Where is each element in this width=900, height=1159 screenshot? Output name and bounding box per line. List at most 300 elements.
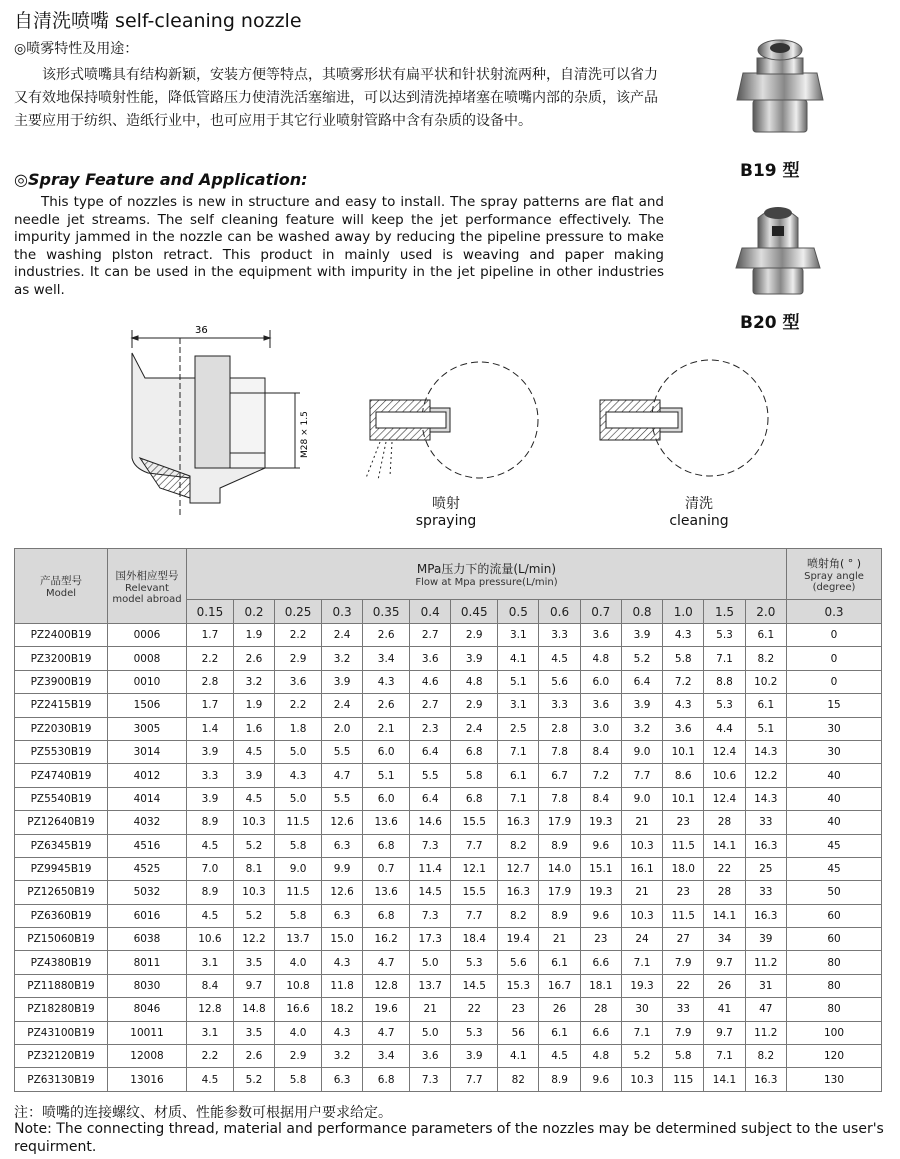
abroad-model-cell: 1506 <box>108 694 187 717</box>
pressure-header-cell: 0.35 <box>363 600 410 624</box>
table-row <box>15 1068 882 1091</box>
flow-header-cn: MPa压力下的流量(L/min) <box>416 562 557 576</box>
flow-cell: 7.1 <box>498 740 539 763</box>
flow-cell: 82 <box>498 1068 539 1091</box>
flow-cell: 25 <box>745 857 786 880</box>
pressure-header-cell: 0.45 <box>451 600 498 624</box>
flow-cell: 9.7 <box>704 1021 745 1044</box>
flow-cell: 3.3 <box>539 624 580 647</box>
model-cell: PZ11880B19 <box>15 974 108 997</box>
flow-cell: 2.4 <box>321 694 362 717</box>
flow-cell: 1.7 <box>187 694 234 717</box>
flow-cell: 6.0 <box>363 740 410 763</box>
flow-cell: 13.6 <box>363 811 410 834</box>
flow-cell: 5.8 <box>275 1068 322 1091</box>
table-row <box>15 834 882 857</box>
flow-cell: 10.1 <box>663 740 704 763</box>
flow-cell: 5.1 <box>498 670 539 693</box>
flow-cell: 3.2 <box>621 717 662 740</box>
flow-cell: 16.3 <box>745 834 786 857</box>
flow-cell: 7.2 <box>580 764 621 787</box>
model-cell: PZ63130B19 <box>15 1068 108 1091</box>
flow-cell: 8.2 <box>745 1045 786 1068</box>
model-cell: PZ5530B19 <box>15 740 108 763</box>
flow-cell: 22 <box>704 857 745 880</box>
flow-cell: 26 <box>539 998 580 1021</box>
abroad-model-cell: 0006 <box>108 624 187 647</box>
flow-cell: 7.1 <box>621 951 662 974</box>
flow-cell: 5.2 <box>621 1045 662 1068</box>
model-header-cn: 产品型号 <box>40 575 82 587</box>
flow-cell: 10.3 <box>233 811 274 834</box>
flow-cell: 7.8 <box>539 740 580 763</box>
flow-cell: 7.9 <box>663 1021 704 1044</box>
flow-cell: 5.3 <box>704 694 745 717</box>
flow-cell: 4.5 <box>539 1045 580 1068</box>
flow-cell: 14.3 <box>745 787 786 810</box>
flow-cell: 41 <box>704 998 745 1021</box>
flow-cell: 12.1 <box>451 857 498 880</box>
abroad-header <box>108 549 187 624</box>
b20-label: B20 型 <box>740 313 800 333</box>
flow-cell: 1.8 <box>275 717 322 740</box>
model-cell: PZ6360B19 <box>15 904 108 927</box>
abroad-model-cell: 4525 <box>108 857 187 880</box>
table-row <box>15 694 882 717</box>
flow-cell: 33 <box>745 811 786 834</box>
cleaning-cn: 清洗 <box>685 496 713 512</box>
flow-cell: 1.9 <box>233 624 274 647</box>
flow-cell: 8.2 <box>498 834 539 857</box>
flow-cell: 11.4 <box>410 857 451 880</box>
flow-cell: 8.4 <box>580 787 621 810</box>
flow-cell: 3.6 <box>580 694 621 717</box>
flow-cell: 4.8 <box>580 1045 621 1068</box>
flow-cell: 6.4 <box>621 670 662 693</box>
flow-cell: 33 <box>745 881 786 904</box>
flow-cell: 19.3 <box>580 811 621 834</box>
flow-cell: 6.1 <box>539 1021 580 1044</box>
flow-cell: 4.5 <box>233 787 274 810</box>
spec-table <box>14 548 882 1092</box>
flow-cell: 5.6 <box>539 670 580 693</box>
flow-cell: 24 <box>621 928 662 951</box>
flow-cell: 2.2 <box>275 694 322 717</box>
flow-cell: 16.3 <box>498 811 539 834</box>
flow-cell: 5.6 <box>498 951 539 974</box>
table-row <box>15 624 882 647</box>
flow-cell: 18.4 <box>451 928 498 951</box>
flow-cell: 5.8 <box>275 904 322 927</box>
flow-cell: 2.7 <box>410 694 451 717</box>
flow-cell: 2.6 <box>233 1045 274 1068</box>
flow-cell: 15.5 <box>451 811 498 834</box>
model-cell: PZ12640B19 <box>15 811 108 834</box>
spray-angle-cell: 130 <box>787 1068 882 1091</box>
abroad-model-cell: 6038 <box>108 928 187 951</box>
flow-cell: 4.5 <box>187 1068 234 1091</box>
flow-cell: 3.9 <box>621 694 662 717</box>
b20-nozzle-photo <box>728 198 828 298</box>
flow-cell: 4.3 <box>321 1021 362 1044</box>
flow-cell: 4.5 <box>233 740 274 763</box>
abroad-header-en: Relevant model abroad <box>112 582 182 605</box>
flow-cell: 5.3 <box>451 951 498 974</box>
abroad-model-cell: 6016 <box>108 904 187 927</box>
flow-cell: 6.3 <box>321 904 362 927</box>
flow-cell: 19.3 <box>580 881 621 904</box>
flow-cell: 5.3 <box>704 624 745 647</box>
model-cell: PZ3200B19 <box>15 647 108 670</box>
flow-cell: 11.2 <box>745 951 786 974</box>
flow-cell: 14.3 <box>745 740 786 763</box>
flow-cell: 10.6 <box>187 928 234 951</box>
spray-angle-cell: 60 <box>787 928 882 951</box>
table-row <box>15 811 882 834</box>
pressure-header-cell: 0.3 <box>321 600 362 624</box>
flow-cell: 4.1 <box>498 647 539 670</box>
spray-angle-cell: 40 <box>787 811 882 834</box>
flow-cell: 21 <box>621 811 662 834</box>
flow-cell: 11.5 <box>663 904 704 927</box>
flow-cell: 2.4 <box>321 624 362 647</box>
angle-header <box>787 549 882 600</box>
flow-cell: 2.6 <box>363 694 410 717</box>
description-en: This type of nozzles is new in structure and easy to install. The spray patterns are flat and needle jet streams. The self cleaning feature will keep the jet performance effectively. The impurity jammed in the nozzle can be washed away by reducing the pipeline pressure to make the washing plston retract. This product in mainly used is weaving and paper making industries. It can be used in the equipment with impurity in the jet pipeline in other industries as well. <box>14 194 664 298</box>
flow-cell: 11.5 <box>275 881 322 904</box>
flow-cell: 7.2 <box>663 670 704 693</box>
flow-cell: 18.2 <box>321 998 362 1021</box>
abroad-model-cell: 4032 <box>108 811 187 834</box>
flow-cell: 3.6 <box>275 670 322 693</box>
flow-cell: 4.5 <box>539 647 580 670</box>
spray-angle-cell: 80 <box>787 951 882 974</box>
abroad-model-cell: 0008 <box>108 647 187 670</box>
flow-cell: 21 <box>410 998 451 1021</box>
flow-cell: 23 <box>580 928 621 951</box>
flow-cell: 6.1 <box>745 624 786 647</box>
flow-cell: 6.8 <box>363 904 410 927</box>
flow-cell: 6.1 <box>539 951 580 974</box>
flow-cell: 1.6 <box>233 717 274 740</box>
flow-cell: 9.7 <box>704 951 745 974</box>
abroad-model-cell: 8011 <box>108 951 187 974</box>
spray-angle-cell: 60 <box>787 904 882 927</box>
flow-cell: 3.3 <box>539 694 580 717</box>
flow-cell: 11.2 <box>745 1021 786 1044</box>
model-cell: PZ4380B19 <box>15 951 108 974</box>
flow-cell: 19.3 <box>621 974 662 997</box>
flow-cell: 2.1 <box>363 717 410 740</box>
flow-cell: 3.5 <box>233 1021 274 1044</box>
flow-cell: 6.0 <box>363 787 410 810</box>
flow-cell: 2.7 <box>410 624 451 647</box>
flow-cell: 18.1 <box>580 974 621 997</box>
flow-cell: 28 <box>704 881 745 904</box>
abroad-header-cn: 国外相应型号 <box>115 569 179 582</box>
flow-cell: 28 <box>580 998 621 1021</box>
flow-cell: 4.4 <box>704 717 745 740</box>
flow-cell: 5.5 <box>410 764 451 787</box>
flow-cell: 4.8 <box>451 670 498 693</box>
flow-cell: 3.9 <box>621 624 662 647</box>
table-row <box>15 670 882 693</box>
b19-nozzle-photo <box>725 28 835 138</box>
flow-cell: 8.4 <box>187 974 234 997</box>
page-title: 自清洗喷嘴 self-cleaning nozzle <box>14 10 302 32</box>
flow-cell: 5.0 <box>410 951 451 974</box>
flow-cell: 10.6 <box>704 764 745 787</box>
pressure-header-cell: 0.7 <box>580 600 621 624</box>
spray-angle-cell: 30 <box>787 717 882 740</box>
flow-cell: 3.9 <box>187 740 234 763</box>
flow-cell: 5.0 <box>275 740 322 763</box>
pressure-header-cell: 0.25 <box>275 600 322 624</box>
model-cell: PZ15060B19 <box>15 928 108 951</box>
flow-cell: 5.1 <box>363 764 410 787</box>
abroad-model-cell: 5032 <box>108 881 187 904</box>
flow-cell: 6.0 <box>580 670 621 693</box>
flow-cell: 9.6 <box>580 1068 621 1091</box>
flow-cell: 4.7 <box>363 951 410 974</box>
flow-cell: 3.2 <box>321 1045 362 1068</box>
pressure-header-cell: 1.5 <box>704 600 745 624</box>
flow-cell: 7.3 <box>410 904 451 927</box>
abroad-model-cell: 3005 <box>108 717 187 740</box>
model-cell: PZ43100B19 <box>15 1021 108 1044</box>
flow-cell: 12.8 <box>363 974 410 997</box>
flow-cell: 15.0 <box>321 928 362 951</box>
flow-cell: 9.6 <box>580 904 621 927</box>
spraying-en: spraying <box>415 513 477 529</box>
angle-header-en: Spray angle (degree) <box>804 571 864 593</box>
flow-cell: 6.1 <box>498 764 539 787</box>
flow-cell: 8.8 <box>704 670 745 693</box>
table-row <box>15 881 882 904</box>
spray-angle-cell: 50 <box>787 881 882 904</box>
flow-cell: 14.5 <box>410 881 451 904</box>
flow-cell: 3.6 <box>410 647 451 670</box>
flow-cell: 13.6 <box>363 881 410 904</box>
flow-cell: 8.1 <box>233 857 274 880</box>
flow-cell: 39 <box>745 928 786 951</box>
flow-cell: 5.8 <box>451 764 498 787</box>
flow-cell: 1.9 <box>233 694 274 717</box>
spray-angle-cell: 0 <box>787 647 882 670</box>
flow-cell: 6.8 <box>451 740 498 763</box>
flow-cell: 2.0 <box>321 717 362 740</box>
flow-cell: 3.0 <box>580 717 621 740</box>
spray-angle-cell: 100 <box>787 1021 882 1044</box>
flow-cell: 8.9 <box>539 904 580 927</box>
flow-cell: 8.4 <box>580 740 621 763</box>
model-header-en: Model <box>45 588 77 599</box>
pressure-header-cell: 2.0 <box>745 600 786 624</box>
flow-cell: 5.1 <box>745 717 786 740</box>
b19-label: B19 型 <box>740 161 800 181</box>
flow-cell: 7.3 <box>410 1068 451 1091</box>
flow-cell: 4.0 <box>275 1021 322 1044</box>
table-row <box>15 717 882 740</box>
flow-cell: 3.9 <box>321 670 362 693</box>
flow-cell: 7.0 <box>187 857 234 880</box>
note-en: Note: The connecting thread, material and performance parameters of the nozzles may be determined subject to the user's requirment. <box>14 1121 884 1155</box>
model-header <box>15 549 108 624</box>
flow-cell: 22 <box>663 974 704 997</box>
flow-cell: 4.5 <box>187 904 234 927</box>
model-cell: PZ12650B19 <box>15 881 108 904</box>
table-row <box>15 951 882 974</box>
pressure-header-cell: 1.0 <box>663 600 704 624</box>
flow-cell: 9.7 <box>233 974 274 997</box>
flow-cell: 16.1 <box>621 857 662 880</box>
flow-cell: 6.8 <box>451 787 498 810</box>
flow-cell: 3.3 <box>187 764 234 787</box>
flow-cell: 6.6 <box>580 951 621 974</box>
flow-cell: 6.3 <box>321 1068 362 1091</box>
table-row <box>15 904 882 927</box>
spray-angle-cell: 40 <box>787 787 882 810</box>
table-row <box>15 787 882 810</box>
flow-cell: 5.8 <box>663 647 704 670</box>
flow-cell: 3.6 <box>663 717 704 740</box>
spray-angle-cell: 120 <box>787 1045 882 1068</box>
model-cell: PZ2030B19 <box>15 717 108 740</box>
flow-cell: 1.4 <box>187 717 234 740</box>
flow-cell: 5.5 <box>321 787 362 810</box>
flow-cell: 4.3 <box>321 951 362 974</box>
flow-cell: 19.6 <box>363 998 410 1021</box>
flow-cell: 2.3 <box>410 717 451 740</box>
model-cell: PZ32120B19 <box>15 1045 108 1068</box>
flow-cell: 3.4 <box>363 1045 410 1068</box>
flow-cell: 12.7 <box>498 857 539 880</box>
flow-cell: 3.1 <box>498 624 539 647</box>
flow-cell: 17.3 <box>410 928 451 951</box>
flow-cell: 15.1 <box>580 857 621 880</box>
flow-cell: 14.8 <box>233 998 274 1021</box>
flow-cell: 4.8 <box>580 647 621 670</box>
flow-cell: 10.1 <box>663 787 704 810</box>
flow-cell: 12.6 <box>321 811 362 834</box>
abroad-model-cell: 10011 <box>108 1021 187 1044</box>
flow-header <box>187 549 787 600</box>
table-row <box>15 1021 882 1044</box>
pressure-header-cell: 0.4 <box>410 600 451 624</box>
flow-cell: 7.7 <box>451 904 498 927</box>
flow-cell: 47 <box>745 998 786 1021</box>
flow-cell: 2.2 <box>187 1045 234 1068</box>
flow-cell: 30 <box>621 998 662 1021</box>
cleaning-en: cleaning <box>669 513 729 529</box>
table-row <box>15 647 882 670</box>
flow-cell: 14.1 <box>704 834 745 857</box>
flow-cell: 16.7 <box>539 974 580 997</box>
table-row <box>15 974 882 997</box>
flow-cell: 5.0 <box>410 1021 451 1044</box>
flow-cell: 2.2 <box>275 624 322 647</box>
flow-cell: 6.6 <box>580 1021 621 1044</box>
flow-cell: 12.4 <box>704 740 745 763</box>
flow-cell: 4.7 <box>363 1021 410 1044</box>
flow-cell: 5.8 <box>663 1045 704 1068</box>
flow-cell: 15.5 <box>451 881 498 904</box>
flow-cell: 4.6 <box>410 670 451 693</box>
model-cell: PZ2415B19 <box>15 694 108 717</box>
flow-cell: 2.2 <box>187 647 234 670</box>
abroad-model-cell: 0010 <box>108 670 187 693</box>
flow-cell: 4.7 <box>321 764 362 787</box>
flow-cell: 7.1 <box>498 787 539 810</box>
flow-cell: 9.0 <box>621 787 662 810</box>
model-cell: PZ9945B19 <box>15 857 108 880</box>
spray-angle-cell: 45 <box>787 857 882 880</box>
table-row <box>15 928 882 951</box>
flow-cell: 6.3 <box>321 834 362 857</box>
section-heading-cn: ◎喷雾特性及用途： <box>14 41 139 57</box>
flow-cell: 14.1 <box>704 904 745 927</box>
flow-cell: 8.9 <box>539 1068 580 1091</box>
table-row <box>15 857 882 880</box>
flow-cell: 13.7 <box>275 928 322 951</box>
flow-cell: 3.2 <box>321 647 362 670</box>
thread-label: M28 × 1.5 <box>300 411 310 458</box>
flow-cell: 6.7 <box>539 764 580 787</box>
flow-cell: 3.5 <box>233 951 274 974</box>
flow-cell: 16.3 <box>745 904 786 927</box>
flow-cell: 17.9 <box>539 811 580 834</box>
pressure-header-cell: 0.2 <box>233 600 274 624</box>
flow-cell: 23 <box>498 998 539 1021</box>
flow-cell: 5.8 <box>275 834 322 857</box>
abroad-model-cell: 12008 <box>108 1045 187 1068</box>
abroad-model-cell: 8046 <box>108 998 187 1021</box>
spray-angle-cell: 80 <box>787 974 882 997</box>
flow-cell: 22 <box>451 998 498 1021</box>
flow-cell: 8.2 <box>498 904 539 927</box>
flow-cell: 12.2 <box>745 764 786 787</box>
flow-cell: 7.7 <box>621 764 662 787</box>
flow-cell: 3.4 <box>363 647 410 670</box>
flow-cell: 16.2 <box>363 928 410 951</box>
flow-cell: 12.6 <box>321 881 362 904</box>
pressure-header-cell: 0.5 <box>498 600 539 624</box>
table-row <box>15 764 882 787</box>
flow-cell: 6.8 <box>363 1068 410 1091</box>
pressure-header-cell: 0.15 <box>187 600 234 624</box>
flow-cell: 2.9 <box>275 1045 322 1068</box>
flow-cell: 4.3 <box>363 670 410 693</box>
flow-cell: 10.2 <box>745 670 786 693</box>
flow-cell: 21 <box>621 881 662 904</box>
dimension-36: 36 <box>195 325 208 336</box>
flow-cell: 33 <box>663 998 704 1021</box>
flow-cell: 14.0 <box>539 857 580 880</box>
pressure-header-cell: 0.6 <box>539 600 580 624</box>
abroad-model-cell: 8030 <box>108 974 187 997</box>
spraying-cn: 喷射 <box>432 496 460 512</box>
spray-angle-cell: 80 <box>787 998 882 1021</box>
abroad-model-cell: 4014 <box>108 787 187 810</box>
flow-cell: 4.5 <box>187 834 234 857</box>
flow-cell: 12.2 <box>233 928 274 951</box>
model-cell: PZ18280B19 <box>15 998 108 1021</box>
model-cell: PZ5540B19 <box>15 787 108 810</box>
spray-angle-cell: 0 <box>787 670 882 693</box>
flow-cell: 10.8 <box>275 974 322 997</box>
spray-angle-cell: 40 <box>787 764 882 787</box>
flow-cell: 31 <box>745 974 786 997</box>
